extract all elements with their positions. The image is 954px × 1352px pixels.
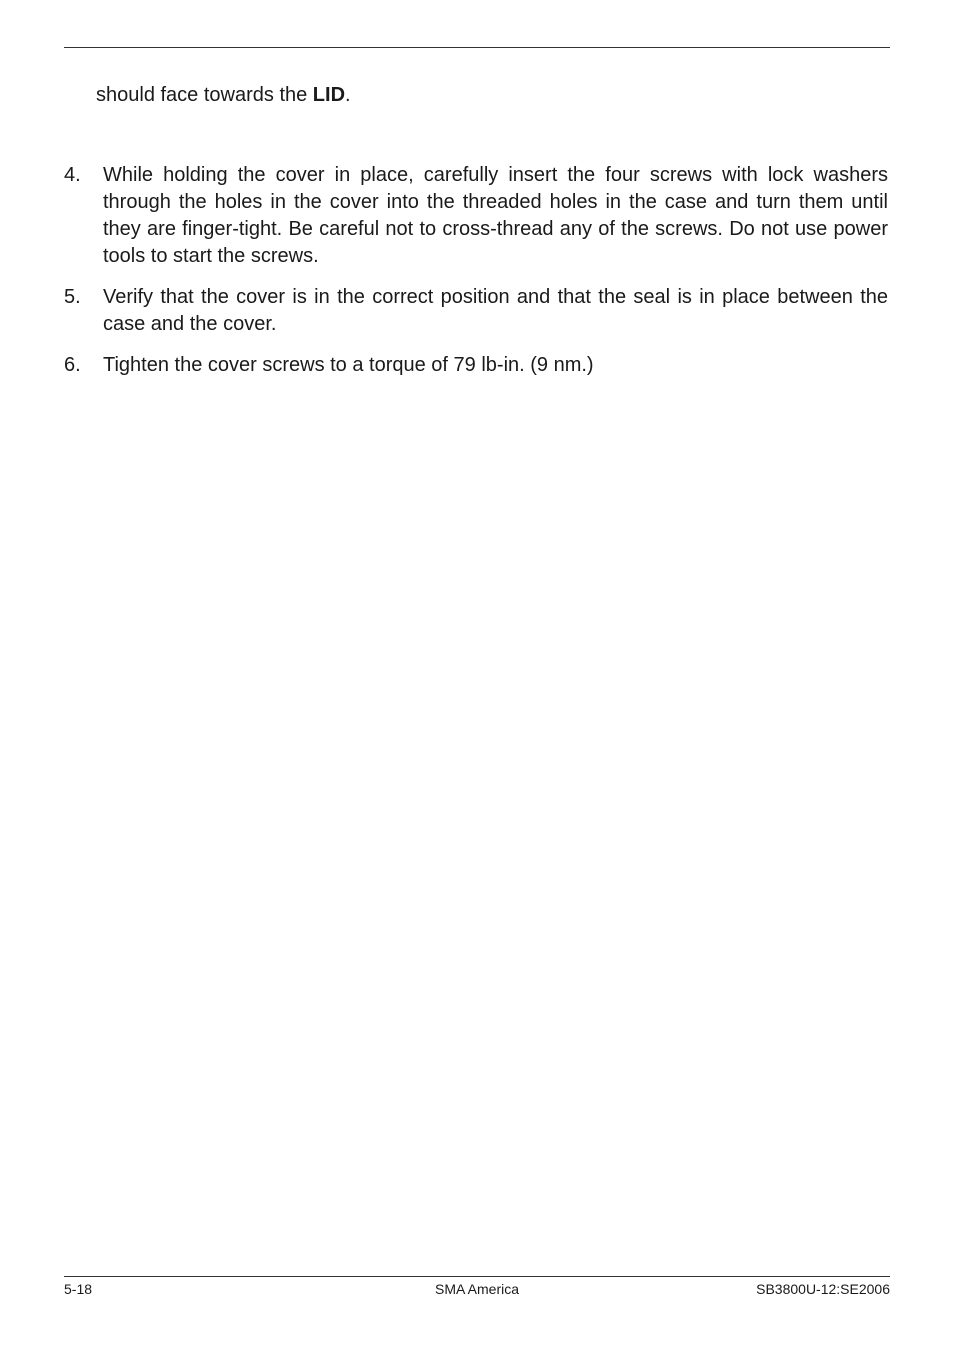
steps-list: [64, 162, 888, 393]
step-number: 6.: [64, 354, 81, 376]
step-4: [64, 162, 888, 270]
step-number: 5.: [64, 286, 81, 308]
step-5: [64, 284, 888, 338]
page-footer: [64, 1279, 890, 1299]
footer-doc-id: SB3800U-12:SE2006: [756, 1281, 890, 1297]
footer-rule: [64, 1276, 890, 1277]
step-text: While holding the cover in place, carefully insert the four screws with lock washers through the holes in the cover into the threaded holes in the case and turn them until they are finger-tight. Be careful not to cross-thread any of the screws. Do not use power tools to start the screws.: [103, 164, 888, 267]
step-text: Tighten the cover screws to a torque of 79 lb-in. (9 nm.): [103, 354, 594, 376]
continuation-text: [96, 82, 351, 109]
step-6: [64, 352, 888, 379]
page-number: 5-18: [64, 1281, 93, 1297]
continuation-prefix: should face towards the: [96, 84, 313, 106]
continuation-suffix: .: [345, 84, 351, 106]
step-number: 4.: [64, 164, 81, 186]
header-rule: [64, 47, 890, 48]
step-text: Verify that the cover is in the correct position and that the seal is in place between the case and the cover.: [103, 286, 888, 335]
footer-company: SMA America: [434, 1281, 520, 1297]
lid-emphasis: LID: [312, 84, 346, 106]
